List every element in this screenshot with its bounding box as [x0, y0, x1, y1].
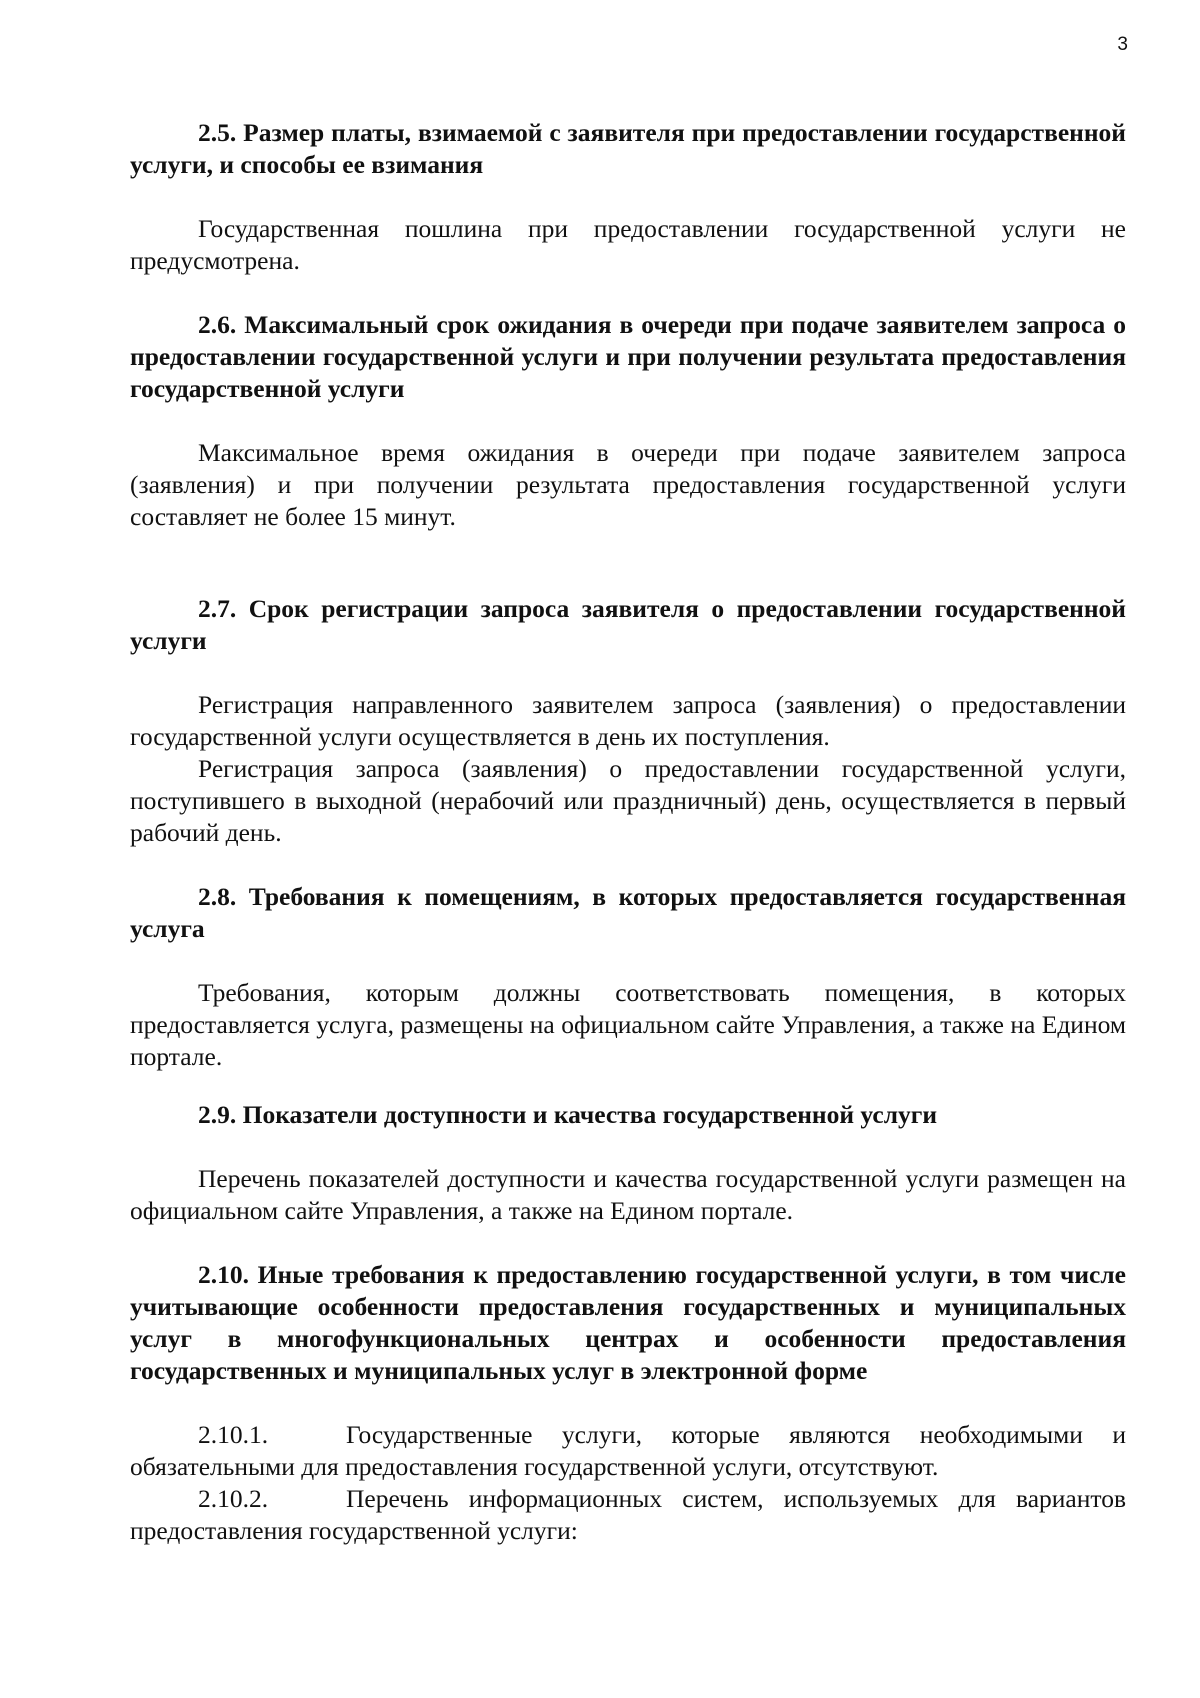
section-2-7-paragraph-2: Регистрация запроса (заявления) о предоставлении государственной услуги, поступившего в выходной (нерабочий или праздничный) день, осуществляется в первый рабочий день.	[130, 754, 1126, 847]
section-2-9-paragraph: Перечень показателей доступности и качества государственной услуги размещен на официальном сайте Управления, а также на Едином портале.	[130, 1164, 1126, 1225]
item-text: Перечень информационных систем, используемых для вариантов предоставления государственной услуги:	[130, 1484, 1126, 1545]
document-body	[130, 117, 1126, 1547]
section-2-9-heading: 2.9. Показатели доступности и качества государственной услуги	[198, 1100, 938, 1129]
page-number: 3	[1117, 34, 1128, 55]
list-item-2-10-2	[130, 1483, 1126, 1547]
section-2-10-heading: 2.10. Иные требования к предоставлению государственной услуги, в том числе учитывающие особенности предоставления государственных и муниципальных услуг в многофункциональных центрах и особенности предоставления государственных и муниципальных услуг в электронной форме	[130, 1260, 1126, 1385]
item-number: 2.10.1.	[198, 1420, 269, 1449]
section-2-6-heading: 2.6. Максимальный срок ожидания в очереди при подаче заявителем запроса о предоставлении государственной услуги и при получении результата предоставления государственной услуги	[130, 310, 1126, 403]
section-2-7-paragraph-1: Регистрация направленного заявителем запроса (заявления) о предоставлении государственной услуги осуществляется в день их поступления.	[130, 690, 1126, 751]
list-item-2-10-1	[130, 1419, 1126, 1483]
section-2-6-paragraph: Максимальное время ожидания в очереди при подаче заявителем запроса (заявления) и при получении результата предоставления государственной услуги составляет не более 15 минут.	[130, 438, 1126, 531]
item-text: Государственные услуги, которые являются необходимыми и обязательными для предоставления государственной услуги, отсутствуют.	[130, 1420, 1126, 1481]
section-2-7-heading: 2.7. Срок регистрации запроса заявителя о предоставлении государственной услуги	[130, 594, 1126, 655]
section-2-8-heading: 2.8. Требования к помещениям, в которых предоставляется государственная услуга	[130, 882, 1126, 943]
section-2-8-paragraph: Требования, которым должны соответствовать помещения, в которых предоставляется услуга, размещены на официальном сайте Управления, а также на Едином портале.	[130, 978, 1126, 1071]
item-number: 2.10.2.	[198, 1484, 269, 1513]
section-2-5-heading: 2.5. Размер платы, взимаемой с заявителя при предоставлении государственной услуги, и способы ее взимания	[130, 118, 1126, 179]
section-2-5-paragraph: Государственная пошлина при предоставлении государственной услуги не предусмотрена.	[130, 214, 1126, 275]
